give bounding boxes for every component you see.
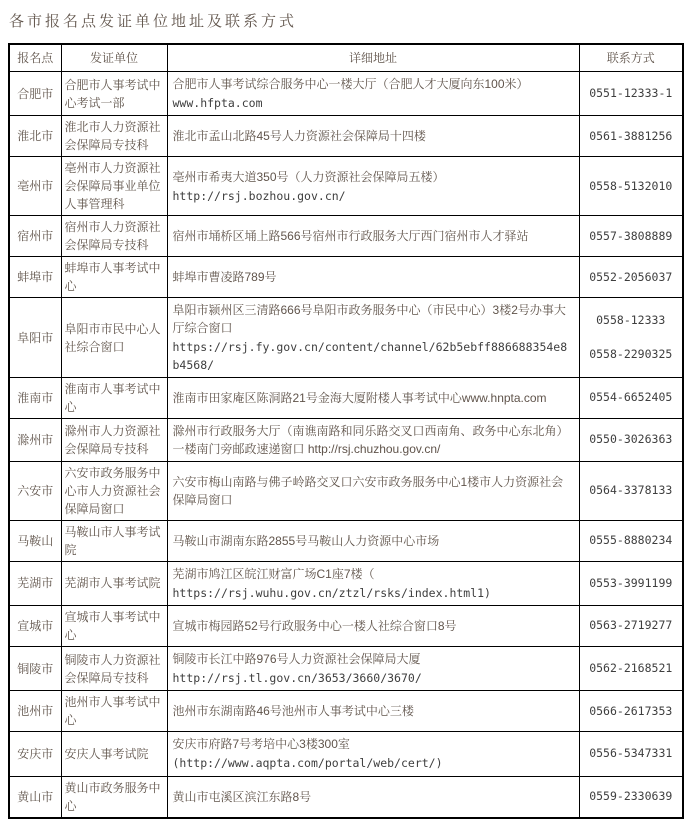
cell-unit: 阜阳市市民中心人社综合窗口 xyxy=(61,298,167,378)
table-row xyxy=(9,461,683,520)
cell-contact xyxy=(579,691,683,732)
cell-city: 安庆市 xyxy=(9,732,61,776)
header-row xyxy=(9,44,683,72)
cell-address xyxy=(167,520,579,561)
address-line: 马鞍山市湖南东路2855号马鞍山人力资源中心市场 xyxy=(172,533,440,548)
cell-contact xyxy=(579,72,683,116)
cell-city: 合肥市 xyxy=(9,72,61,116)
table-row xyxy=(9,561,683,605)
phone-number: 0562-2168521 xyxy=(589,661,673,675)
cell-address xyxy=(167,561,579,605)
cell-contact xyxy=(579,157,683,216)
table-row xyxy=(9,377,683,418)
table-row xyxy=(9,257,683,298)
address-line: 阜阳市颍州区三清路666号阜阳市政务服务中心（市民中心）3楼2号办事大厅综合窗口 xyxy=(172,303,566,336)
table-row xyxy=(9,157,683,216)
cell-unit: 池州市人事考试中心 xyxy=(61,691,167,732)
address-line: (http://www.aqpta.com/portal/web/cert/) xyxy=(172,756,443,771)
cell-contact xyxy=(579,461,683,520)
table-row xyxy=(9,298,683,378)
address-line: 合肥市人事考试综合服务中心一楼大厅（合肥人才大厦向东100米） xyxy=(172,77,529,91)
cell-address xyxy=(167,116,579,157)
address-line: https://rsj.fy.gov.cn/content/channel/62b5ebff886688354e8b4568/ xyxy=(172,340,568,372)
cell-unit: 滁州市人力资源社会保障局专技科 xyxy=(61,418,167,461)
address-line: 宿州市埇桥区埇上路566号宿州市行政服务大厅西门宿州市人才驿站 xyxy=(172,229,529,244)
table-row xyxy=(9,216,683,257)
cell-unit: 淮南市人事考试中心 xyxy=(61,377,167,418)
col-header-detailed-address: 详细地址 xyxy=(167,44,579,72)
cell-unit: 合肥市人事考试中心考试一部 xyxy=(61,72,167,116)
cell-contact xyxy=(579,257,683,298)
phone-number: 0553-3991199 xyxy=(589,575,673,590)
cell-address xyxy=(167,257,579,298)
cell-unit: 马鞍山市人事考试院 xyxy=(61,520,167,561)
cell-address xyxy=(167,606,579,647)
address-line: 铜陵市长江中路976号人力资源社会保障局大厦 xyxy=(172,652,421,666)
contact-table xyxy=(8,43,684,819)
cell-address xyxy=(167,216,579,257)
phone-number: 0563-2719277 xyxy=(589,618,673,633)
page-title: 各市报名点发证单位地址及联系方式 xyxy=(9,13,298,30)
table-row xyxy=(9,776,683,818)
table-row xyxy=(9,418,683,461)
cell-contact xyxy=(579,732,683,776)
cell-unit: 淮北市人力资源社会保障局专技科 xyxy=(61,116,167,157)
address-line: 池州市东湖南路46号池州市人事考试中心三楼 xyxy=(172,704,414,719)
cell-unit: 亳州市人力资源社会保障局事业单位人事管理科 xyxy=(61,157,167,216)
cell-address xyxy=(167,72,579,116)
cell-contact xyxy=(579,418,683,461)
table-row xyxy=(9,606,683,647)
table-row xyxy=(9,72,683,116)
col-header-issuing-unit: 发证单位 xyxy=(61,44,167,72)
cell-address xyxy=(167,157,579,216)
cell-contact xyxy=(579,377,683,418)
col-header-contact: 联系方式 xyxy=(579,44,683,72)
address-line: 淮南市田家庵区陈洞路21号金海大厦附楼人事考试中心www.hnpta.com xyxy=(172,390,547,405)
cell-city: 六安市 xyxy=(9,461,61,520)
cell-city: 亳州市 xyxy=(9,157,61,216)
address-line: 六安市梅山南路与佛子岭路交叉口六安市政务服务中心1楼市人力资源社会保障局窗口 xyxy=(172,474,564,507)
address-line: 滁州市行政服务大厅（南谯南路和同乐路交叉口西南角、政务中心东北角）一楼南门旁邮政速递窗口 http://rsj.chuzhou.gov.cn/ xyxy=(172,423,569,456)
cell-address xyxy=(167,691,579,732)
phone-number: 0550-3026363 xyxy=(589,432,673,447)
cell-contact xyxy=(579,561,683,605)
phone-number: 0555-8880234 xyxy=(589,533,673,548)
cell-unit: 芜湖市人事考试院 xyxy=(61,561,167,605)
phone-number: 0557-3808889 xyxy=(589,228,673,243)
phone-number: 0559-2330639 xyxy=(589,788,673,803)
table-row xyxy=(9,732,683,776)
cell-unit: 黄山市政务服务中心 xyxy=(61,776,167,818)
address-line: 黄山市屯溪区滨江东路8号 xyxy=(172,789,312,804)
table-row xyxy=(9,520,683,561)
cell-contact xyxy=(579,298,683,378)
cell-city: 淮北市 xyxy=(9,116,61,157)
cell-city: 阜阳市 xyxy=(9,298,61,378)
address-line: 淮北市孟山北路45号人力资源社会保障局十四楼 xyxy=(172,129,426,144)
phone-number: 0558-12333 xyxy=(596,313,666,328)
cell-address xyxy=(167,298,579,378)
table-row xyxy=(9,691,683,732)
address-line: 亳州市希夷大道350号（人力资源社会保障局五楼） xyxy=(172,169,445,184)
cell-city: 宿州市 xyxy=(9,216,61,257)
cell-contact xyxy=(579,520,683,561)
cell-city: 铜陵市 xyxy=(9,647,61,691)
table-body xyxy=(9,72,683,818)
table-row xyxy=(9,647,683,691)
phone-number: 0554-6652405 xyxy=(589,390,673,405)
cell-contact xyxy=(579,116,683,157)
address-line: http://rsj.bozhou.gov.cn/ xyxy=(172,188,346,203)
cell-unit: 宿州市人力资源社会保障局专技科 xyxy=(61,216,167,257)
cell-contact xyxy=(579,776,683,818)
address-line: www.hfpta.com xyxy=(172,96,263,110)
phone-number: 0566-2617353 xyxy=(589,703,673,718)
address-line: http://rsj.tl.gov.cn/3653/3660/3670/ xyxy=(172,671,422,685)
cell-address xyxy=(167,647,579,691)
cell-address xyxy=(167,418,579,461)
table-header xyxy=(9,44,683,72)
address-line: 蚌埠市曹凌路789号 xyxy=(172,270,277,285)
table-row xyxy=(9,116,683,157)
cell-unit: 蚌埠市人事考试中心 xyxy=(61,257,167,298)
col-header-registration-point: 报名点 xyxy=(9,44,61,72)
address-line: https://rsj.wuhu.gov.cn/ztzl/rsks/index.html1) xyxy=(172,585,491,600)
cell-address xyxy=(167,732,579,776)
cell-city: 池州市 xyxy=(9,691,61,732)
address-line: 宣城市梅园路52号行政服务中心一楼人社综合窗口8号 xyxy=(172,619,457,633)
cell-address xyxy=(167,461,579,520)
cell-address xyxy=(167,377,579,418)
cell-city: 宣城市 xyxy=(9,606,61,647)
address-line: 安庆市府路7号考培中心3楼300室 xyxy=(172,737,350,752)
cell-address xyxy=(167,776,579,818)
phone-number: 0552-2056037 xyxy=(589,269,673,284)
cell-city: 马鞍山 xyxy=(9,520,61,561)
cell-city: 蚌埠市 xyxy=(9,257,61,298)
cell-city: 黄山市 xyxy=(9,776,61,818)
phone-number: 0561-3881256 xyxy=(589,128,673,143)
phone-number: 0556-5347331 xyxy=(589,746,673,761)
cell-contact xyxy=(579,647,683,691)
cell-unit: 宣城市人事考试中心 xyxy=(61,606,167,647)
cell-unit: 六安市政务服务中心市人力资源社会保障局窗口 xyxy=(61,461,167,520)
address-line: 芜湖市鸠江区皖江财富广场C1座7楼（ xyxy=(172,566,375,581)
cell-contact xyxy=(579,216,683,257)
phone-number: 0558-5132010 xyxy=(589,178,673,193)
cell-city: 淮南市 xyxy=(9,377,61,418)
cell-unit: 铜陵市人力资源社会保障局专技科 xyxy=(61,647,167,691)
cell-unit: 安庆人事考试院 xyxy=(61,732,167,776)
phone-number: 0558-2290325 xyxy=(589,346,673,361)
cell-city: 滁州市 xyxy=(9,418,61,461)
phone-number: 0564-3378133 xyxy=(589,483,673,498)
phone-number: 0551-12333-1 xyxy=(589,86,673,100)
cell-contact xyxy=(579,606,683,647)
cell-city: 芜湖市 xyxy=(9,561,61,605)
